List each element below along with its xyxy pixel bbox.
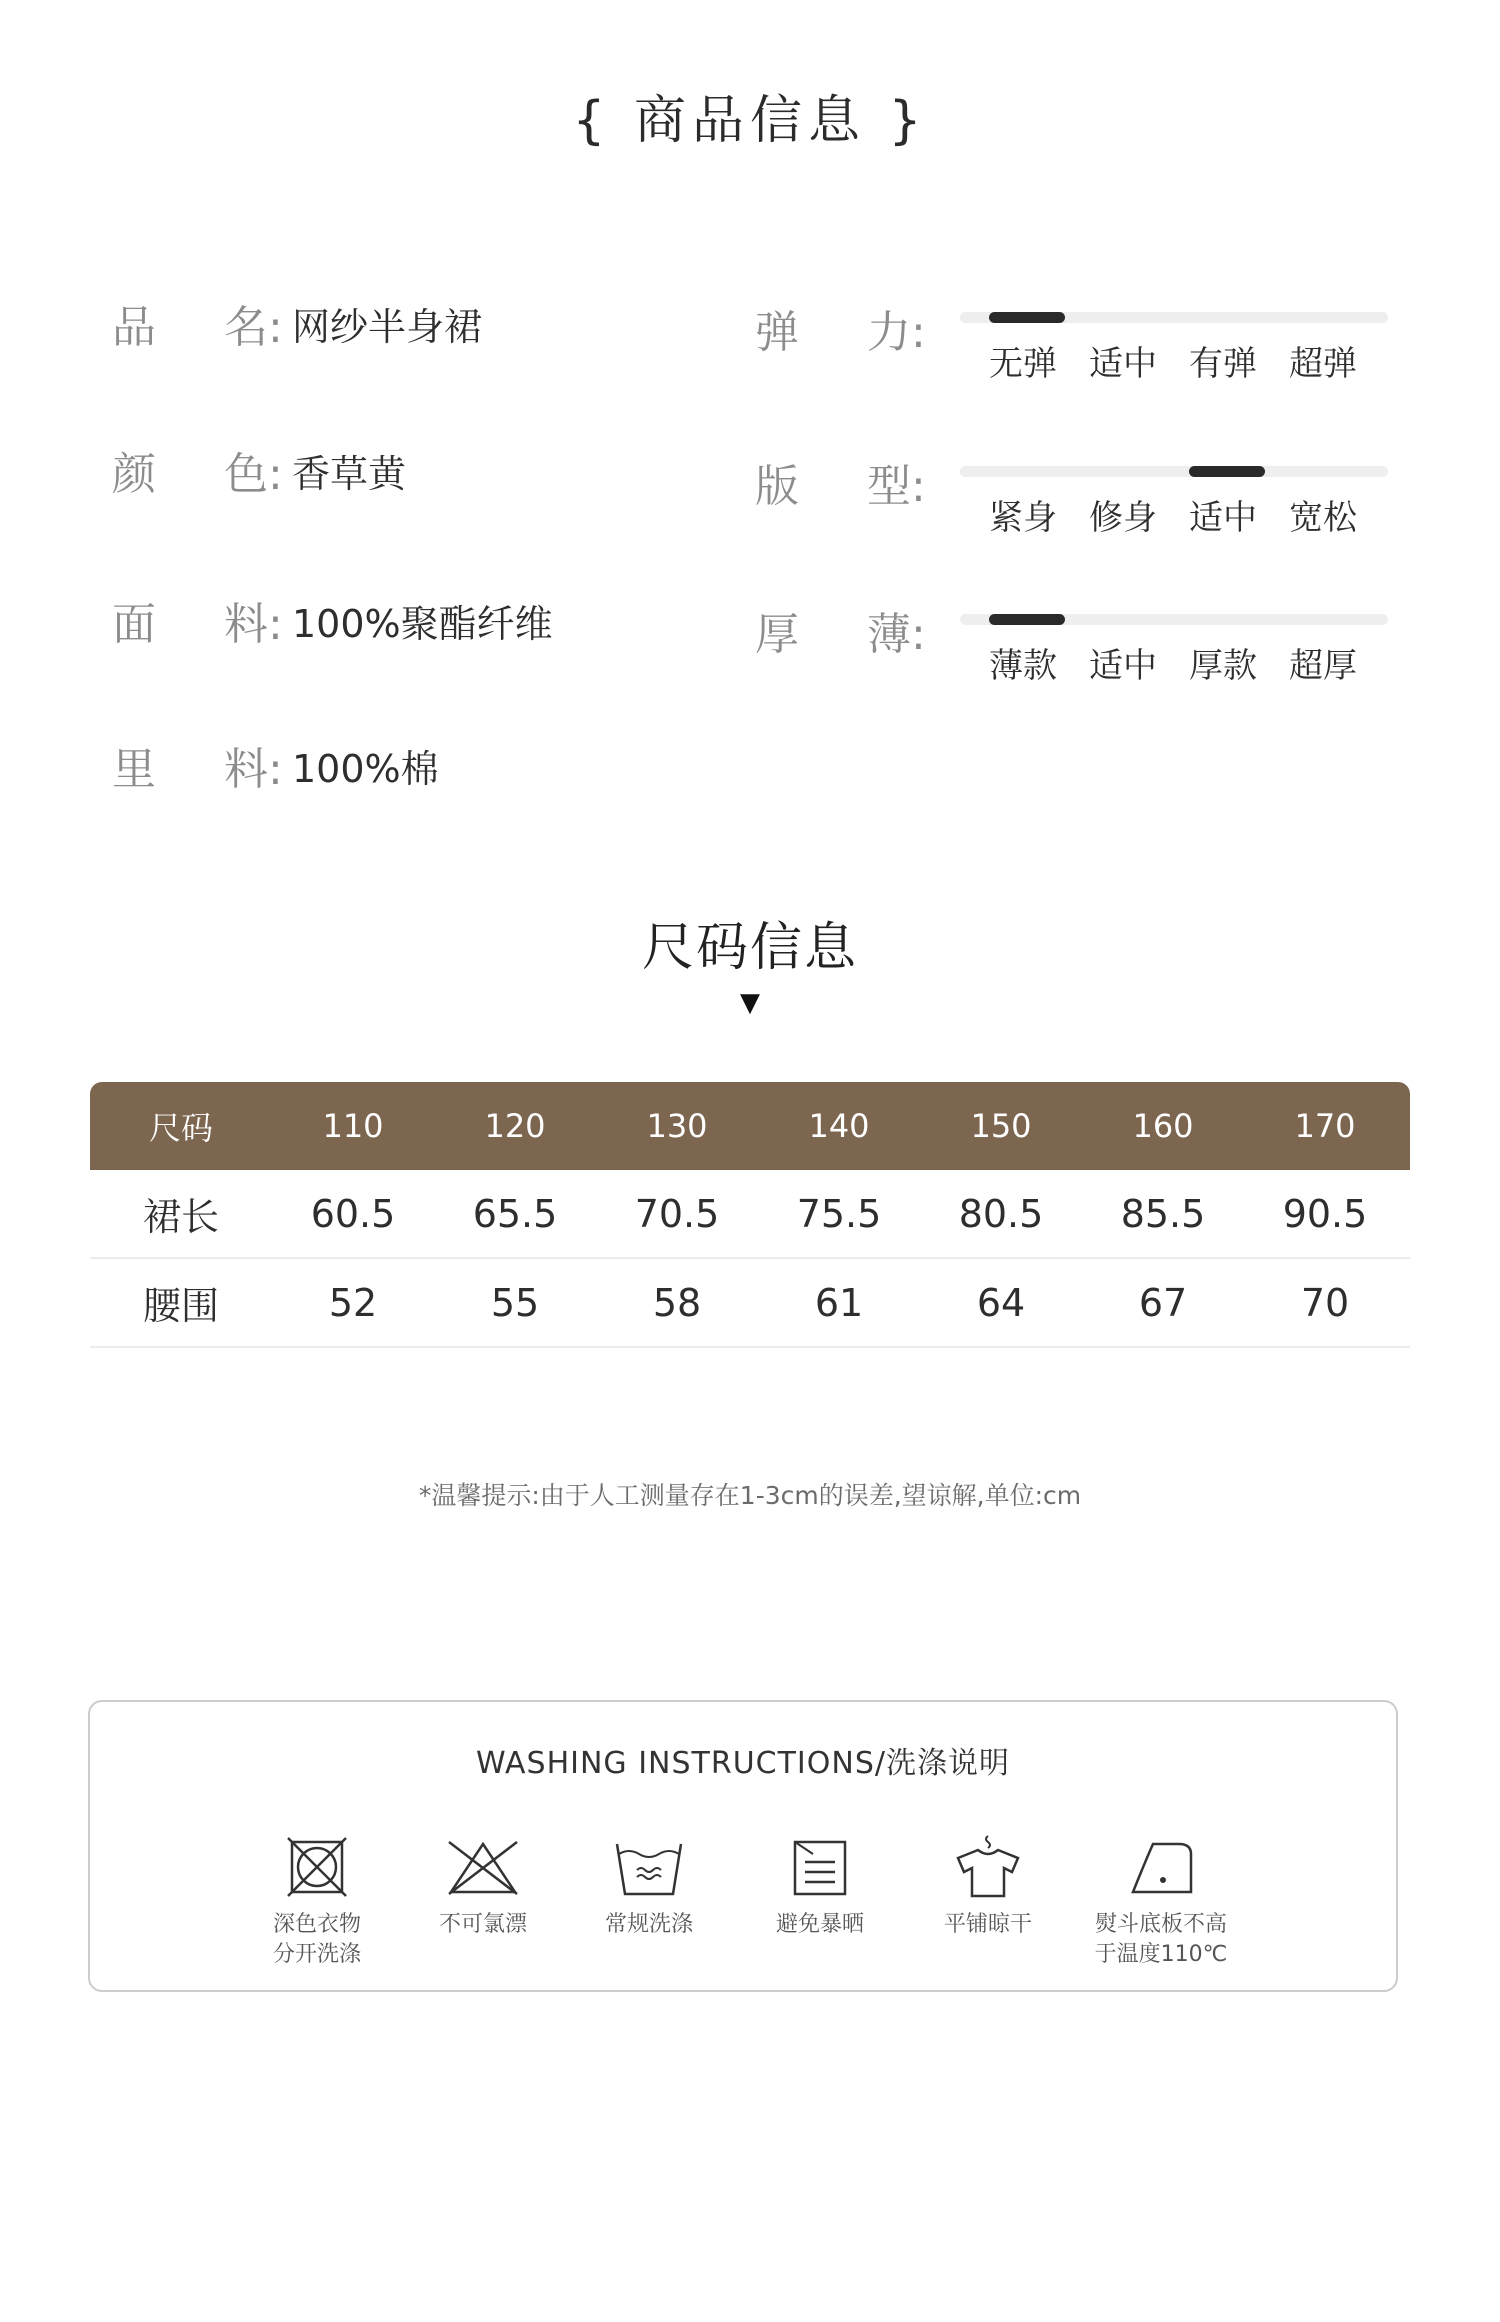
scale-label: 无弹 (989, 344, 1057, 384)
info-value: 100%棉 (292, 746, 439, 791)
table-row (90, 1259, 1410, 1348)
info-value: 100%聚酯纤维 (292, 601, 553, 646)
table-cell: 70.5 (634, 1191, 720, 1236)
wash-item (735, 1832, 905, 1940)
info-row-color (112, 440, 406, 500)
product-info-title: { 商品信息 } (572, 91, 928, 151)
table-row (90, 1170, 1410, 1259)
down-arrow-icon: ▼ (740, 988, 760, 1018)
wash-item (398, 1832, 568, 1940)
table-cell: 裙长 (142, 1195, 219, 1239)
table-cell: 64 (976, 1280, 1026, 1325)
scale-key-char2: 薄: (867, 609, 926, 660)
table-cell: 80.5 (958, 1191, 1044, 1236)
scale-label: 薄款 (989, 646, 1057, 686)
iron-icon (1121, 1832, 1201, 1902)
scale-label: 超厚 (1289, 646, 1357, 686)
size-note: *温馨提示:由于人工测量存在1-3cm的误差,望谅解,单位:cm (418, 1481, 1082, 1510)
no-tumble-dry-icon (282, 1832, 352, 1902)
no-bleach-icon (443, 1832, 523, 1902)
scale-label: 紧身 (989, 498, 1057, 538)
wash-tub-icon (609, 1832, 689, 1902)
info-key-char2: 色: (224, 449, 283, 500)
wash-item (1076, 1832, 1246, 1970)
wash-label-line: 平铺晾干 (943, 1912, 1032, 1937)
table-cell: 61 (814, 1280, 864, 1325)
header-cell: 140 (808, 1107, 870, 1145)
header-cell: 120 (484, 1107, 546, 1145)
info-key-char2: 料: (224, 744, 283, 795)
scale-key-char1: 厚 (755, 609, 799, 660)
wash-item (232, 1832, 402, 1970)
scale-label: 适中 (1189, 498, 1257, 538)
wash-label-line: 熨斗底板不高 (1094, 1912, 1227, 1937)
header-cell: 150 (970, 1107, 1032, 1145)
info-value: 香草黄 (292, 451, 407, 496)
flat-dry-icon (948, 1832, 1028, 1902)
info-key-char1: 里 (112, 744, 156, 795)
info-key-char2: 料: (224, 599, 283, 650)
scale-indicator (989, 312, 1065, 323)
scale-track (960, 466, 1388, 477)
header-cell: 110 (322, 1107, 384, 1145)
scale-track (960, 312, 1388, 323)
wash-label-line: 分开洗涤 (272, 1942, 361, 1967)
scale-row-fit (755, 450, 1395, 560)
header-cell: 170 (1294, 1107, 1356, 1145)
scale-key-char1: 版 (755, 461, 799, 512)
scale-label: 有弹 (1189, 344, 1257, 384)
table-cell: 85.5 (1120, 1191, 1206, 1236)
header-cell: 尺码 (148, 1109, 213, 1147)
table-cell: 60.5 (310, 1191, 396, 1236)
table-cell: 67 (1138, 1280, 1188, 1325)
table-cell: 75.5 (796, 1191, 882, 1236)
washing-title: WASHING INSTRUCTIONS/洗涤说明 (475, 1746, 1010, 1781)
wash-item (903, 1832, 1073, 1940)
table-cell: 70 (1300, 1280, 1350, 1325)
scale-label: 宽松 (1289, 498, 1357, 538)
scale-row-thickness (755, 598, 1395, 708)
scale-labels (989, 638, 1389, 687)
info-row-name (112, 293, 482, 353)
scale-label: 适中 (1089, 344, 1157, 384)
info-key-char1: 颜 (112, 449, 156, 500)
scale-label: 厚款 (1189, 646, 1257, 686)
scale-key-char2: 力: (867, 307, 926, 358)
wash-label-line: 不可氯漂 (438, 1912, 527, 1937)
header-cell: 160 (1132, 1107, 1194, 1145)
wash-label-line: 深色衣物 (272, 1912, 361, 1937)
scale-key-char2: 型: (867, 461, 926, 512)
washing-instructions-box (88, 1700, 1398, 1992)
scale-label: 修身 (1089, 498, 1157, 538)
wash-label-line: 于温度110℃ (1094, 1942, 1228, 1967)
info-key-char2: 名: (224, 302, 283, 353)
table-cell: 52 (328, 1280, 378, 1325)
header-cell: 130 (646, 1107, 708, 1145)
info-row-lining (112, 735, 439, 795)
size-table-header (90, 1082, 1410, 1170)
wash-label-line: 常规洗涤 (604, 1912, 693, 1937)
scale-label: 适中 (1089, 646, 1157, 686)
wash-label-line: 避免暴晒 (775, 1912, 864, 1937)
dry-in-shade-icon (785, 1832, 855, 1902)
info-key-char1: 面 (112, 599, 156, 650)
table-cell: 腰围 (142, 1284, 219, 1328)
scale-label: 超弹 (1289, 344, 1357, 384)
scale-labels (989, 336, 1389, 385)
info-key-char1: 品 (112, 302, 156, 353)
info-value: 网纱半身裙 (292, 304, 483, 349)
scale-key-char1: 弹 (755, 307, 799, 358)
size-info-title: 尺码信息 (641, 918, 858, 978)
scale-indicator (989, 614, 1065, 625)
table-cell: 58 (652, 1280, 702, 1325)
scale-track (960, 614, 1388, 625)
scale-indicator (1189, 466, 1265, 477)
size-table (90, 1082, 1410, 1348)
wash-item (564, 1832, 734, 1940)
scale-row-elasticity (755, 296, 1395, 406)
info-row-fabric (112, 590, 553, 650)
table-cell: 55 (490, 1280, 540, 1325)
table-cell: 65.5 (472, 1191, 558, 1236)
table-cell: 90.5 (1282, 1191, 1368, 1236)
scale-labels (989, 490, 1389, 539)
